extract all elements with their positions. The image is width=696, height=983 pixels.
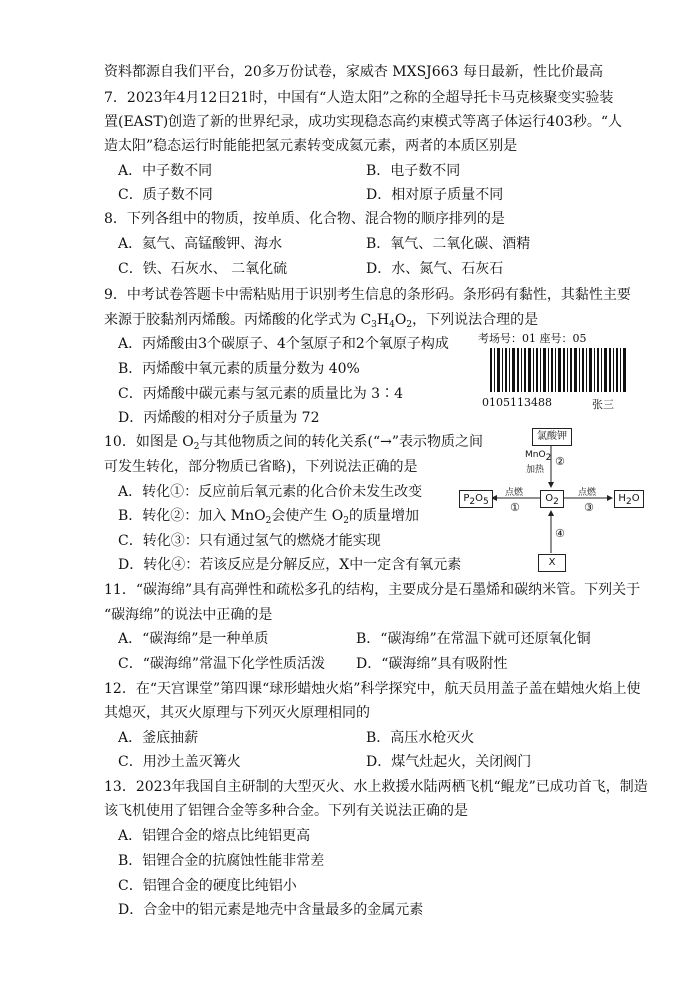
diagram-box-kclo3: 氯酸钾 xyxy=(532,428,572,446)
q10-option-b-c: 的质量增加 xyxy=(348,508,419,524)
q10-option-d: D．转化④：若该反应是分解反应，X中一定含有氧元素 xyxy=(118,557,462,573)
diagram-box-o2 xyxy=(540,490,564,508)
formula-sub: 2 xyxy=(193,442,200,452)
diagram-num-4: ④ xyxy=(555,527,565,540)
diagram-box-h2o xyxy=(614,490,644,508)
q13-option-d: D．合金中的铝元素是地壳中含量最多的金属元素 xyxy=(118,902,424,918)
formula-sub: 4 xyxy=(389,320,395,330)
formula-sub: 3 xyxy=(371,320,377,330)
barcode-icon xyxy=(490,348,626,392)
q8-option-a: A．氦气、高锰酸钾、海水 xyxy=(118,236,283,252)
q7-line-1: 7．2023年4月12日21时，中国有“人造太阳”之称的全超导托卡马克核聚变实验装 xyxy=(104,90,614,106)
barcode-header: 考场号：01 座号：05 xyxy=(478,332,587,345)
q9-option-a: A．丙烯酸由3个碳原子、4个氢原子和2个氧原子构成 xyxy=(118,336,449,352)
diagram-box-x: X xyxy=(538,554,566,572)
formula-h: H xyxy=(376,312,390,328)
header-line: 资料都源自我们平台，20多万份试卷，家威杏 MXSJ663 每日最新，性比价最高 xyxy=(104,64,603,80)
formula-sub: 2 xyxy=(469,497,476,507)
barcode-name: 张三 xyxy=(592,398,614,411)
q13-line-1: 13．2023年我国自主研制的大型灭火、水上救援水陆两栖飞机“鲲龙”已成功首飞，制造 xyxy=(104,779,648,795)
q7-option-b: B．电子数不同 xyxy=(366,163,461,179)
q11-line-1: 11．“碳海绵”具有高弹性和疏松多孔的结构，主要成分是石墨烯和碳纳米管。下列关于 xyxy=(104,582,641,598)
q7-option-c: C．质子数不同 xyxy=(118,187,213,203)
q10-option-b-a: B．转化②：加入 MnO xyxy=(118,508,266,524)
q10-option-b-b: 会使产生 O xyxy=(271,508,344,524)
q12-line-1: 12．在“天宫课堂”第四课“球形蜡烛火焰”科学探究中，航天员用盖子盖在蜡烛火焰上使 xyxy=(104,681,641,697)
formula-sub: 2 xyxy=(406,320,413,330)
diagram-num-3: ③ xyxy=(584,501,594,514)
q11-option-d: D．“碳海绵”具有吸附性 xyxy=(356,656,508,672)
diagram-o: O xyxy=(475,493,483,504)
q11-option-c: C．“碳海绵”常温下化学性质活泼 xyxy=(118,656,326,672)
barcode-number: 0105113488 xyxy=(482,396,552,409)
diagram-p: P xyxy=(463,493,470,504)
q9-line-2 xyxy=(104,310,538,330)
q13-line-2: 该飞机使用了铝锂合金等多种合金。下列有关说法正确的是 xyxy=(104,803,468,819)
formula-sub: 2 xyxy=(343,516,349,526)
q7-option-a: A．中子数不同 xyxy=(118,163,213,179)
q12-option-a: A．釜底抽薪 xyxy=(118,730,199,746)
barcode-label xyxy=(478,330,638,414)
q13-option-c: C．铝锂合金的硬度比纯铝小 xyxy=(118,878,297,894)
q10-option-b xyxy=(118,506,419,526)
q12-option-b: B．高压水枪灭火 xyxy=(366,730,475,746)
q9-option-c: C．丙烯酸中碳元素与氢元素的质量比为 3∶4 xyxy=(118,386,403,402)
q8-option-d: D．水、氮气、石灰石 xyxy=(366,261,504,277)
q7-line-2: 置(EAST)创造了新的世界纪录，成功实现稳态高约束模式等离子体运行403秒。“人 xyxy=(104,114,623,130)
formula-sub: 2 xyxy=(265,516,272,526)
q12-option-c: C．用沙土盖灭篝火 xyxy=(118,754,241,770)
formula-sub: 2 xyxy=(625,497,632,507)
q12-option-d: D．煤气灶起火，关闭阀门 xyxy=(366,754,532,770)
q10-line-2: 可发生转化，部分物质已省略)，下列说法正确的是 xyxy=(104,459,418,475)
formula-sub: 2 xyxy=(545,453,552,463)
q8-option-c: C．铁、石灰水、 二氧化硫 xyxy=(118,261,288,277)
diagram-h2o-o: O xyxy=(631,493,640,504)
q11-option-b: B．“碳海绵”在常温下就可还原氧化铜 xyxy=(356,631,591,647)
q9-line-1: 9．中考试卷答题卡中需粘贴用于识别考生信息的条形码。条形码有黏性，其黏性主要 xyxy=(104,287,631,303)
diagram-o2: O xyxy=(545,493,554,504)
q9-option-d: D．丙烯酸的相对分子质量为 72 xyxy=(118,410,320,426)
diagram-num-2: ② xyxy=(555,455,565,468)
q7-option-d: D．相对原子质量不同 xyxy=(366,187,504,203)
q10-option-a: A．转化①：反应前后氧元素的化合价未发生改变 xyxy=(118,484,423,500)
q8-option-b: B．氧气、二氧化碳、酒精 xyxy=(366,236,531,252)
q10-line-1-a: 10．如图是 O xyxy=(104,434,194,450)
conversion-diagram xyxy=(456,425,652,575)
q7-line-3: 造太阳”稳态运行时能能把氢元素转变成氦元素，两者的本质区别是 xyxy=(104,138,518,154)
q12-line-2: 其熄灭，其灭火原理与下列灭火原理相同的 xyxy=(104,705,370,721)
q8-line-1: 8．下列各组中的物质，按单质、化合物、混合物的顺序排列的是 xyxy=(104,211,505,227)
diagram-num-1: ① xyxy=(510,501,520,514)
diagram-h: H xyxy=(618,493,626,504)
q10-line-1 xyxy=(104,432,483,452)
q9-line-2-b: ，下列说法合理的是 xyxy=(412,312,539,328)
diagram-mno2: MnO xyxy=(525,450,546,460)
diagram-label-heat: 加热 xyxy=(526,465,545,475)
formula-sub: 2 xyxy=(553,497,559,507)
q10-line-1-b: 与其他物质之间的转化关系(“→”表示物质之间 xyxy=(199,434,483,450)
diagram-box-p2o5 xyxy=(459,490,493,508)
q13-option-b: B．铝锂合金的抗腐蚀性能非常差 xyxy=(118,853,325,869)
formula-o: O xyxy=(394,312,407,328)
formula-sub: 5 xyxy=(482,497,489,507)
q9-line-2-a: 来源于胶黏剂丙烯酸。丙烯酸的化学式为 C xyxy=(104,312,372,328)
diagram-label-mno2 xyxy=(525,450,552,463)
q11-line-2: “碳海绵”的说法中正确的是 xyxy=(104,607,273,623)
q11-option-a: A．“碳海绵”是一种单质 xyxy=(118,631,269,647)
diagram-ignite-left: 点燃 xyxy=(505,488,524,498)
q13-option-a: A．铝锂合金的熔点比纯铝更高 xyxy=(118,828,311,844)
q9-option-b: B．丙烯酸中氧元素的质量分数为 40% xyxy=(118,361,360,377)
q10-option-c: C．转化③：只有通过氢气的燃烧才能实现 xyxy=(118,533,381,549)
diagram-ignite-right: 点燃 xyxy=(578,488,597,498)
